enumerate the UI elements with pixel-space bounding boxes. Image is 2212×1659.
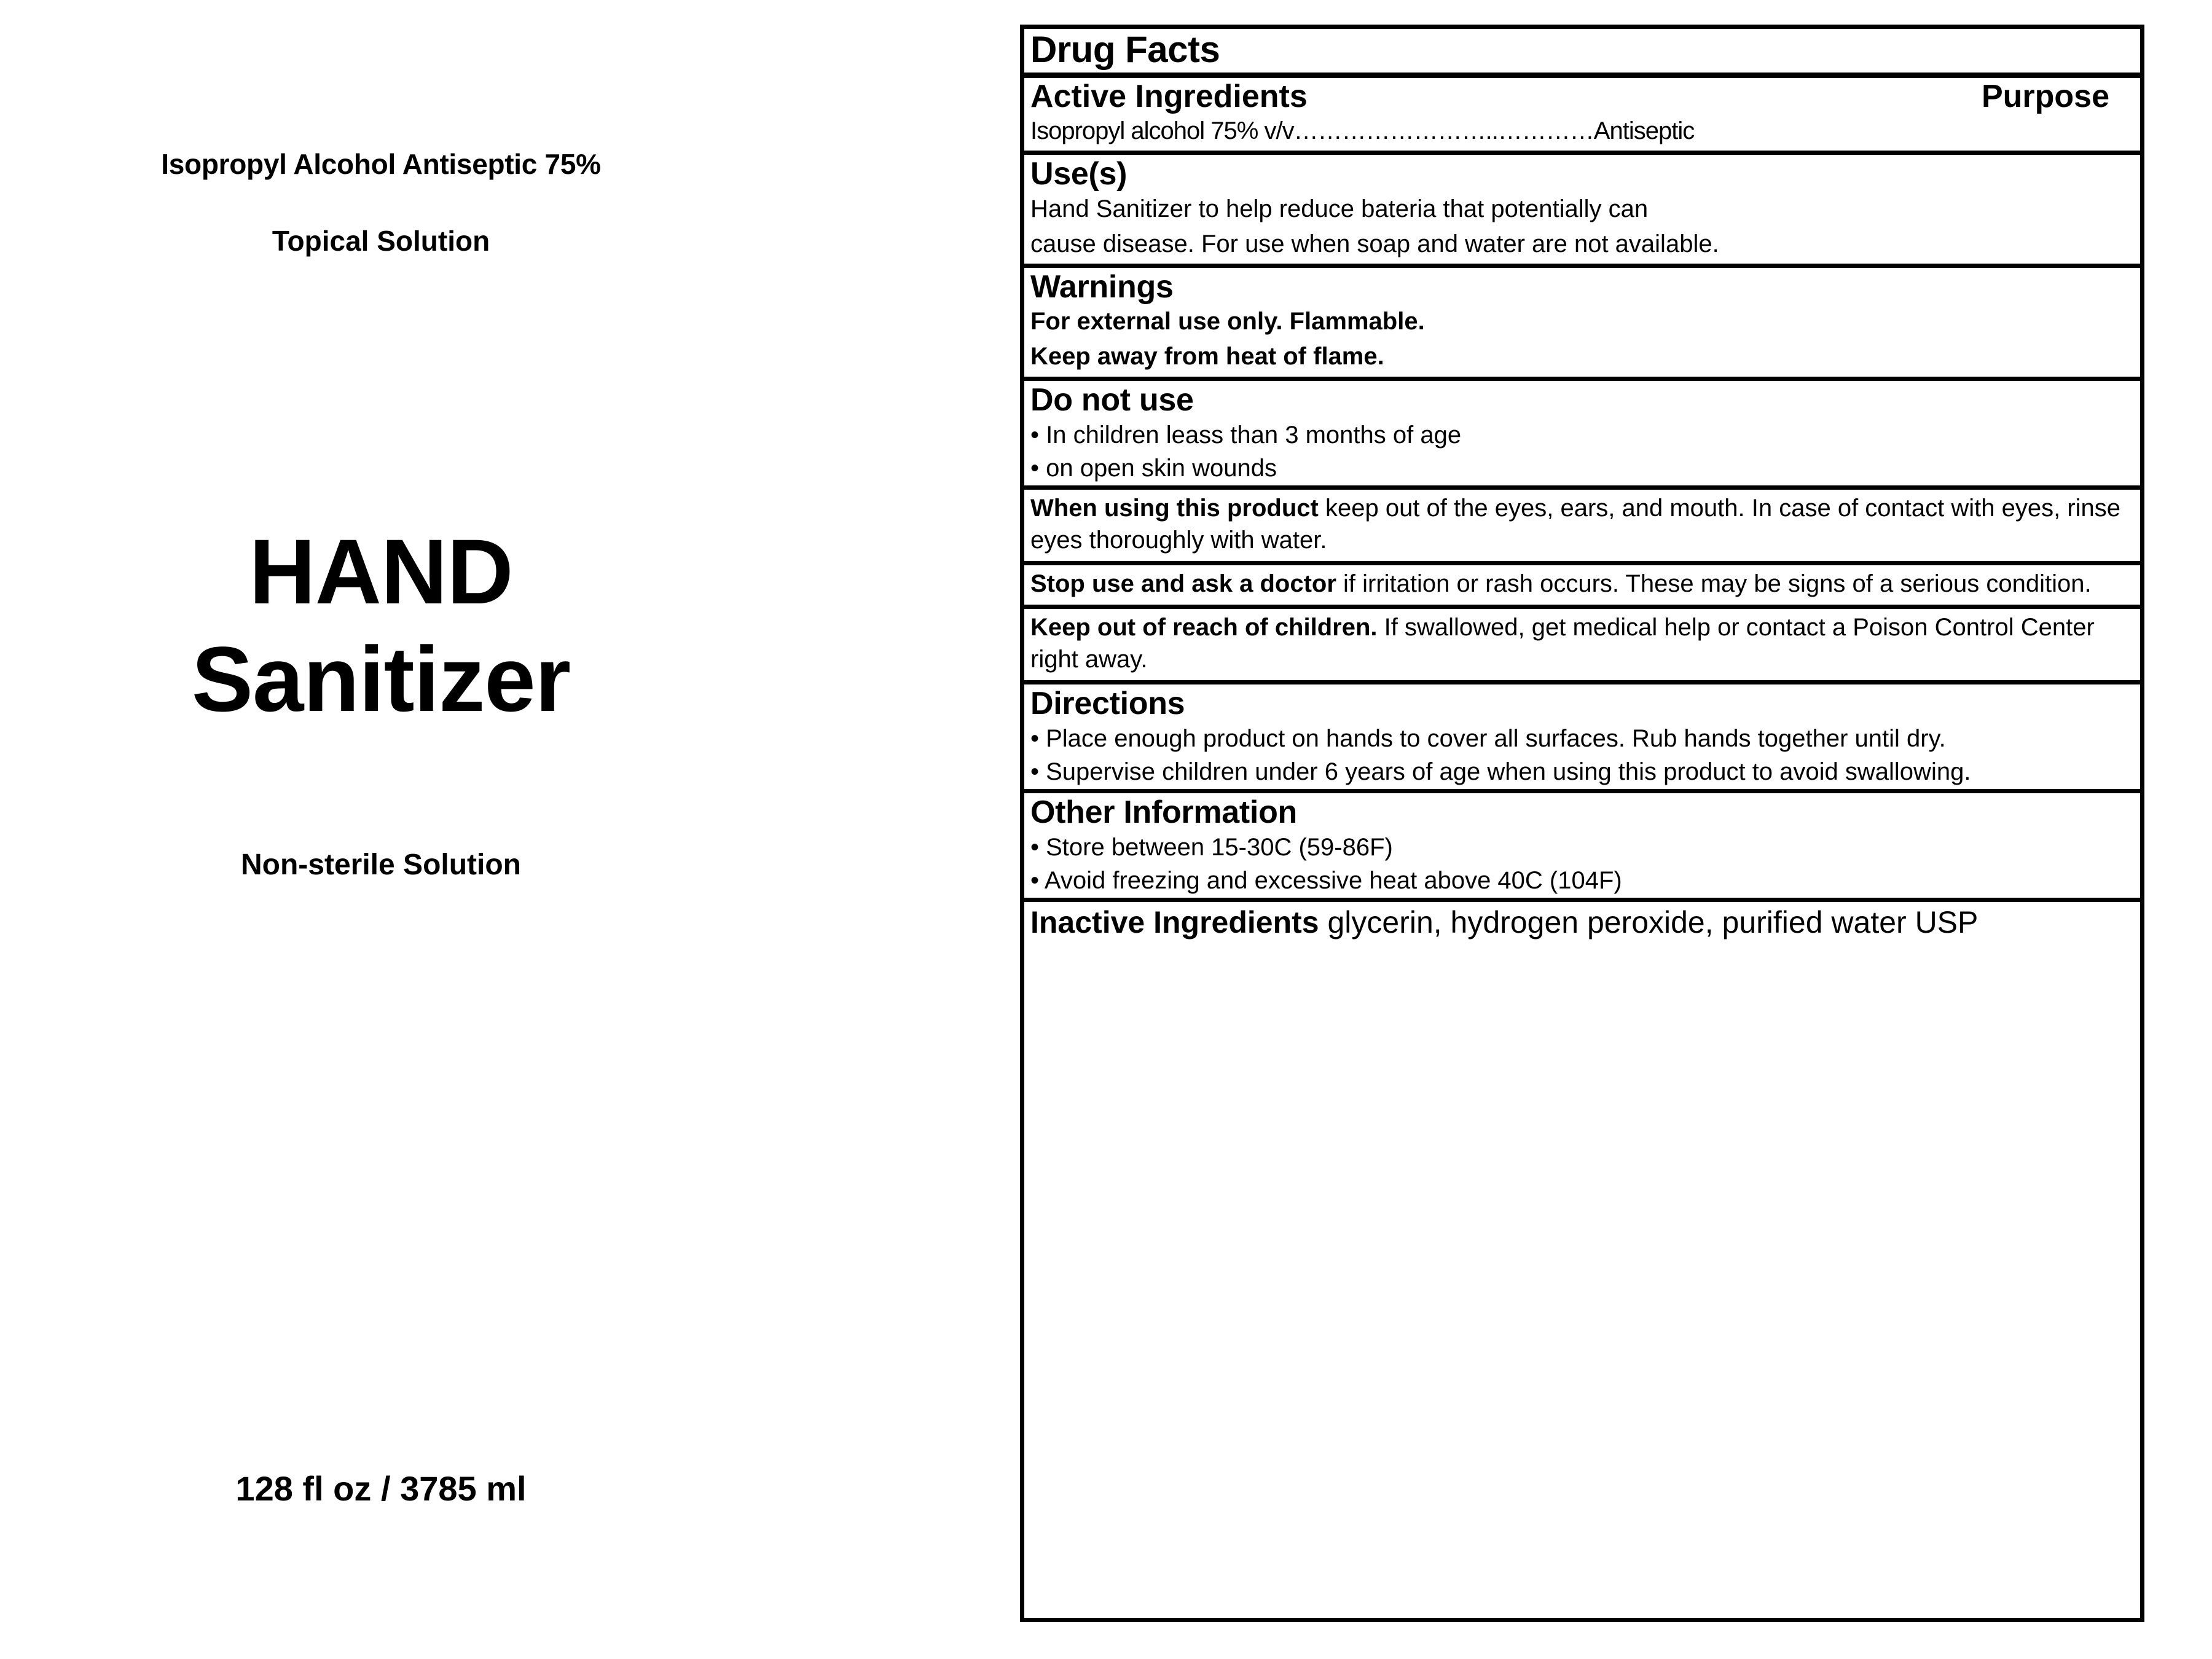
inactive-ingredients [1024, 902, 2140, 947]
uses-line-1: Hand Sanitizer to help reduce bateria that potentially can [1030, 195, 1649, 222]
divider [1024, 789, 2140, 793]
stop-use-text: if irritation or rash occurs. These may be signs of a serious condition. [1336, 570, 2092, 597]
keep-out-lead: Keep out of reach of children. [1030, 613, 1378, 641]
when-using-text: keep out of the eyes, ears, and mouth. In case of contact with eyes, rinse eyes thoroughly with water. [1030, 494, 2121, 554]
active-ingredient-line: Isopropyl alcohol 75% v/v……………………..…………Antiseptic [1030, 117, 1695, 145]
do-not-use-item: • on open skin wounds [1030, 454, 1277, 482]
warnings-line-1: For external use only. Flammable. [1030, 308, 1425, 335]
drug-facts-panel [1008, 0, 2212, 1659]
active-ingredients-header: Active Ingredients [1030, 79, 1308, 114]
stop-use-and-ask-a-doctor [1024, 565, 2140, 605]
divider [1024, 485, 2140, 490]
divider [1024, 264, 2140, 268]
drug-facts-box [1020, 25, 2144, 1622]
inactive-ingredients-lead: Inactive Ingredients [1030, 905, 1319, 940]
drug-facts-title: Drug Facts [1030, 29, 1220, 70]
other-information-item: • Avoid freezing and excessive heat above 40C (104F) [1030, 867, 1622, 895]
brand-name-line-1: HAND [249, 520, 513, 623]
active-ingredients-header-row [1024, 78, 2140, 116]
directions-item: • Place enough product on hands to cover all surfaces. Rub hands together until dry. [1030, 725, 1946, 753]
warnings-line-2: Keep away from heat of flame. [1030, 343, 1384, 371]
directions-header: Directions [1030, 685, 1185, 721]
other-information-item: • Store between 15-30C (59-86F) [1030, 834, 1393, 861]
keep-out-of-reach-of-children [1024, 609, 2140, 680]
inactive-ingredients-text: glycerin, hydrogen peroxide, purified water USP [1319, 905, 1979, 940]
divider [1024, 377, 2140, 381]
divider [1024, 73, 2140, 78]
product-name-line-1: Isopropyl Alcohol Antiseptic 75% [161, 148, 601, 180]
do-not-use-item: • In children leass than 3 months of age [1030, 421, 1462, 449]
divider [1024, 151, 2140, 155]
sterility-statement: Non-sterile Solution [241, 849, 521, 881]
when-using-lead: When using this product [1030, 494, 1319, 522]
product-panel [0, 0, 1008, 1659]
divider [1024, 605, 2140, 609]
brand-name-line-2: Sanitizer [191, 627, 571, 731]
net-contents: 128 fl oz / 3785 ml [235, 1469, 527, 1508]
uses-line-2: cause disease. For use when soap and water are not available. [1030, 230, 1719, 257]
directions-item: • Supervise children under 6 years of age when using this product to avoid swallowing. [1030, 758, 1971, 786]
when-using-this-product [1024, 490, 2140, 561]
stop-use-lead: Stop use and ask a doctor [1030, 570, 1336, 597]
product-name-line-2: Topical Solution [272, 225, 490, 257]
other-information-header: Other Information [1030, 794, 1298, 831]
divider [1024, 898, 2140, 902]
warnings-header: Warnings [1030, 269, 1174, 305]
divider [1024, 680, 2140, 684]
keep-out-text: If swallowed, get medical help or contact a Poison Control Center right away. [1030, 613, 2095, 673]
uses-header: Use(s) [1030, 156, 1128, 192]
divider [1024, 561, 2140, 565]
do-not-use-header: Do not use [1030, 382, 1194, 418]
purpose-header: Purpose [1981, 79, 2109, 114]
